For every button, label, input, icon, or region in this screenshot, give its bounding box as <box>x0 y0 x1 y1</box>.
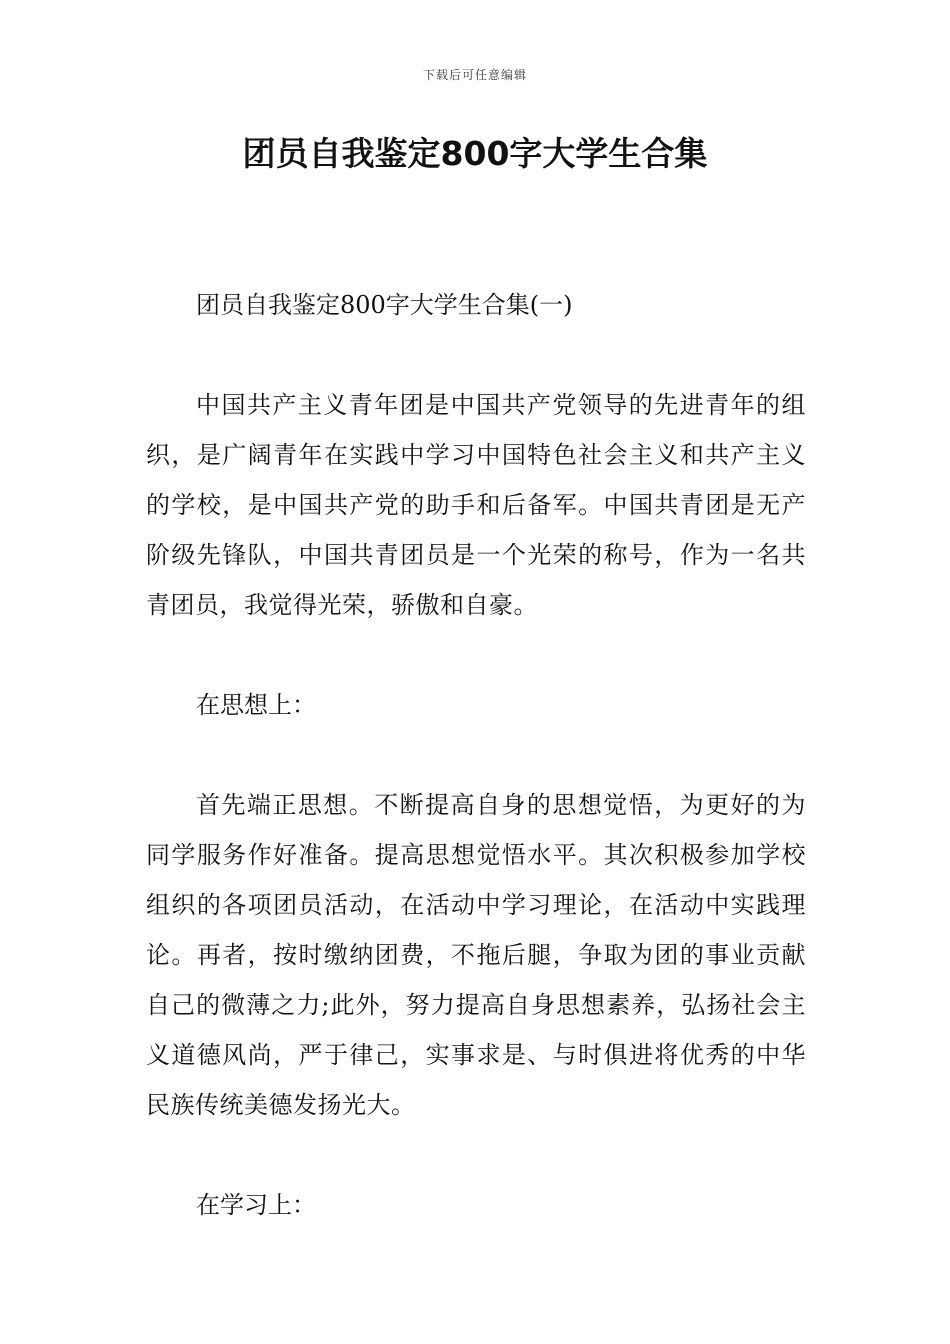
header-note: 下载后可任意编辑 <box>422 68 527 82</box>
thought-paragraph: 首先端正思想。不断提高自身的思想觉悟，为更好的为同学服务作好准备。提高思想觉悟水平。其次积极参加学校组织的各项团员活动，在活动中学习理论，在活动中实践理论。再者，按时缴纳团费，不拖后腿，争取为团的事业贡献自己的微薄之力;此外，努力提高自身思想素养，弘扬社会主义道德风尚，严于律己，实事求是、与时俱进将优秀的中华民族传统美德发扬光大。 <box>146 791 806 1119</box>
intro-paragraph: 中国共产主义青年团是中国共产党领导的先进青年的组织，是广阔青年在实践中学习中国特色社会主义和共产主义的学校，是中国共产党的助手和后备军。中国共青团是无产阶级先锋队，中国共青团员是一个光荣的称号，作为一名共青团员，我觉得光荣，骄傲和自豪。 <box>146 391 806 619</box>
section-subtitle: 团员自我鉴定800字大学生合集(一) <box>196 291 573 319</box>
study-heading: 在学习上： <box>196 1191 316 1219</box>
document-title: 团员自我鉴定800字大学生合集 <box>242 134 708 173</box>
document-body <box>146 280 806 1280</box>
thought-heading: 在思想上： <box>196 691 316 719</box>
